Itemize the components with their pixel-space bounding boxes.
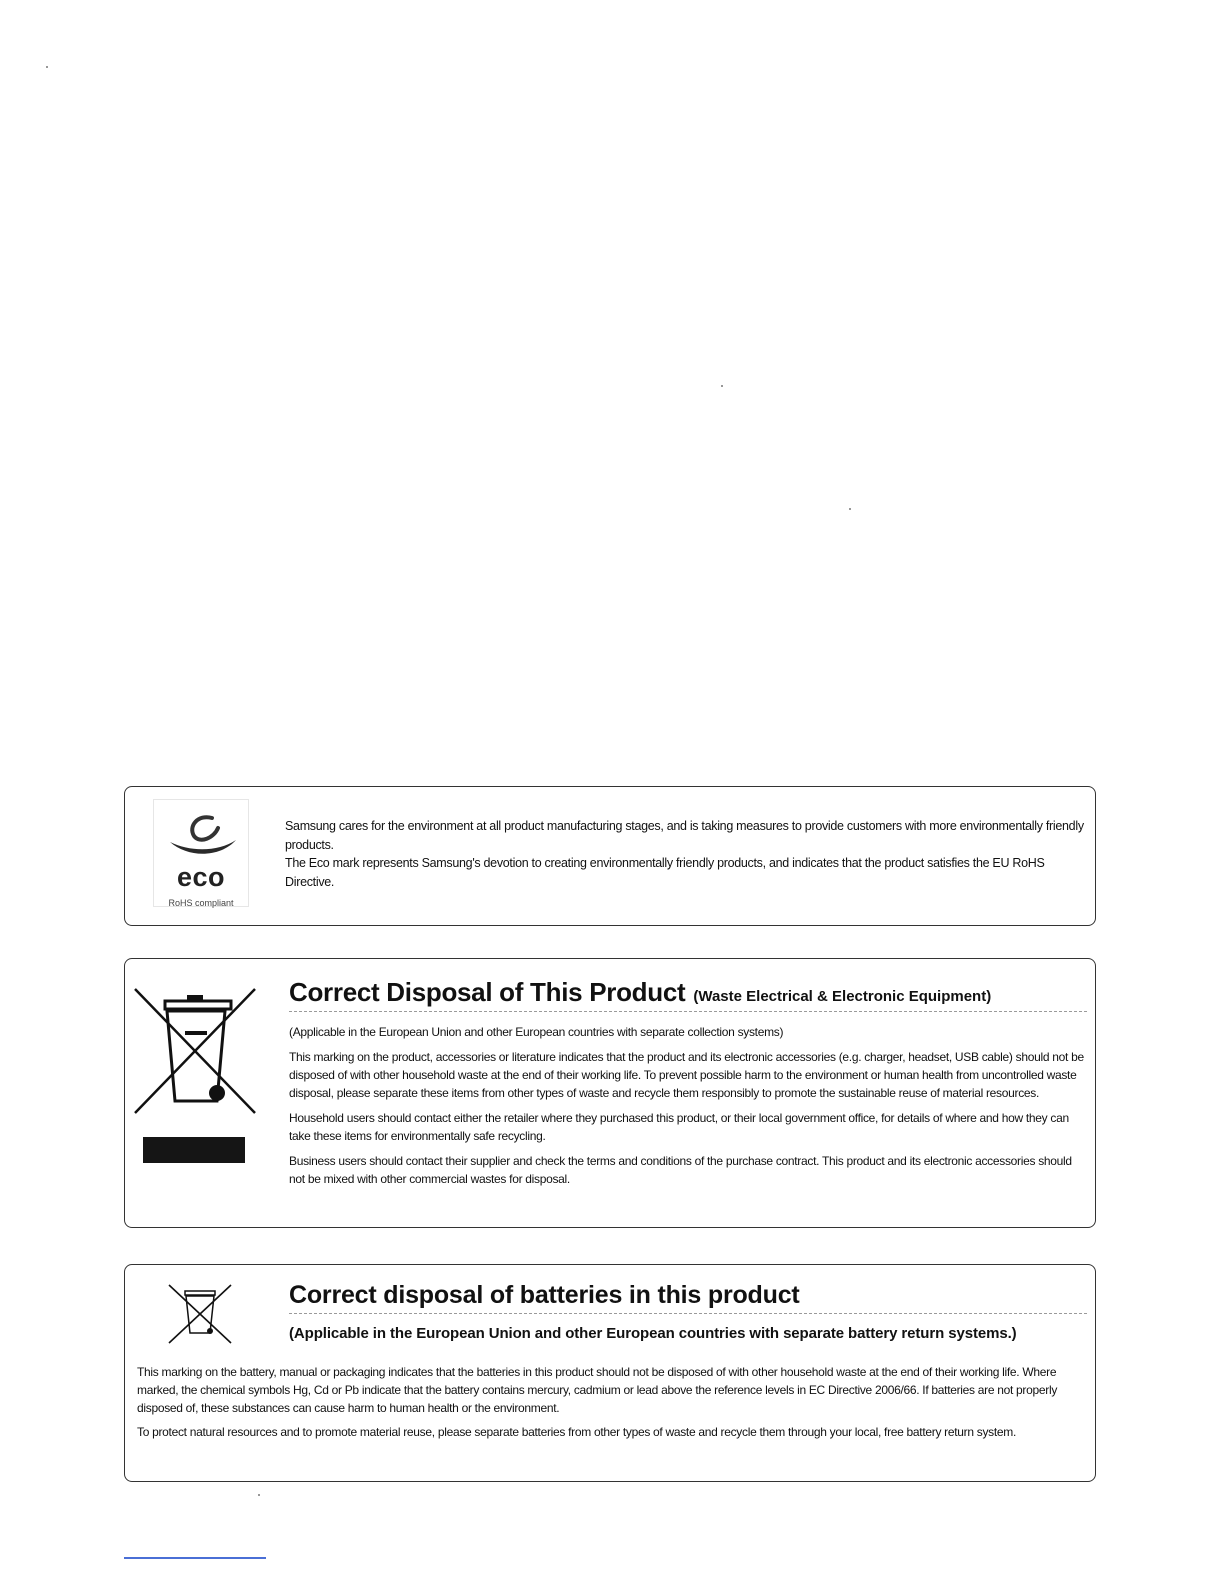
battery-title: Correct disposal of batteries in this product bbox=[289, 1281, 800, 1309]
eco-swoosh-icon bbox=[154, 804, 250, 864]
scan-speck bbox=[46, 66, 48, 68]
crossed-out-battery-bin-icon bbox=[165, 1281, 235, 1347]
scan-speck bbox=[258, 1494, 260, 1496]
eco-rohs-notice bbox=[124, 786, 1096, 926]
scan-speck bbox=[849, 508, 851, 510]
eco-logo-word: eco bbox=[176, 862, 226, 892]
weee-disposal-notice bbox=[124, 958, 1096, 1228]
battery-applicability: (Applicable in the European Union and other European countries with separate battery return systems.) bbox=[289, 1325, 1017, 1342]
weee-title: Correct Disposal of This Product bbox=[289, 977, 686, 1007]
crossed-out-wheelie-bin-icon bbox=[129, 983, 261, 1119]
battery-paragraph: To protect natural resources and to promote material reuse, please separate batteries from other types of waste and recycle them through your local, free battery return system. bbox=[137, 1425, 1016, 1439]
eco-description bbox=[285, 817, 1085, 891]
eco-paragraph: Samsung cares for the environment at all product manufacturing stages, and is taking measures to provide customers with more environmentally friendly products. bbox=[285, 819, 1084, 852]
battery-disposal-notice bbox=[124, 1264, 1096, 1482]
weee-subtitle: (Waste Electrical & Electronic Equipment) bbox=[693, 988, 992, 1005]
weee-paragraph: Business users should contact their supplier and check the terms and conditions of the purchase contract. This product and its electronic accessories should not be mixed with other commercial wastes for disposal. bbox=[289, 1154, 1072, 1186]
heading-divider bbox=[289, 1011, 1087, 1012]
battery-paragraph: This marking on the battery, manual or packaging indicates that the batteries in this product should not be disposed of with other household waste at the end of their working life. Where marked, the chemical symbols Hg, Cd or Pb indicate that the battery contains mercury, cadmium or lead above the reference levels in EC Directive 2006/66. If batteries are not properly disposed of, these substances can cause harm to human health or the environment. bbox=[137, 1365, 1058, 1415]
footer-rule bbox=[124, 1557, 266, 1559]
weee-paragraph: This marking on the product, accessories or literature indicates that the product and its electronic accessories (e.g. charger, headset, USB cable) should not be disposed of with other household waste at the end of their working life. To prevent possible harm to the environment or human health from uncontrolled waste disposal, please separate these items from other types of waste and recycle them responsibly to promote the sustainable reuse of material resources. bbox=[289, 1050, 1084, 1100]
weee-description bbox=[289, 1023, 1085, 1195]
weee-paragraph: Household users should contact either the retailer where they purchased this product, or their local government office, for details of where and how they can take these items for environmentally safe recycling. bbox=[289, 1111, 1069, 1143]
eco-logo bbox=[153, 799, 249, 907]
weee-applicability: (Applicable in the European Union and other European countries with separate collection systems) bbox=[289, 1025, 784, 1039]
weee-heading bbox=[289, 977, 1089, 1008]
rohs-caption: RoHS compliant bbox=[168, 898, 234, 908]
scan-speck bbox=[721, 385, 723, 387]
battery-description bbox=[137, 1363, 1087, 1447]
heading-divider bbox=[289, 1313, 1087, 1314]
black-bar-marking bbox=[143, 1137, 245, 1163]
eco-paragraph: The Eco mark represents Samsung's devotion to creating environmentally friendly products, and indicates that the product satisfies the EU RoHS Directive. bbox=[285, 856, 1045, 889]
